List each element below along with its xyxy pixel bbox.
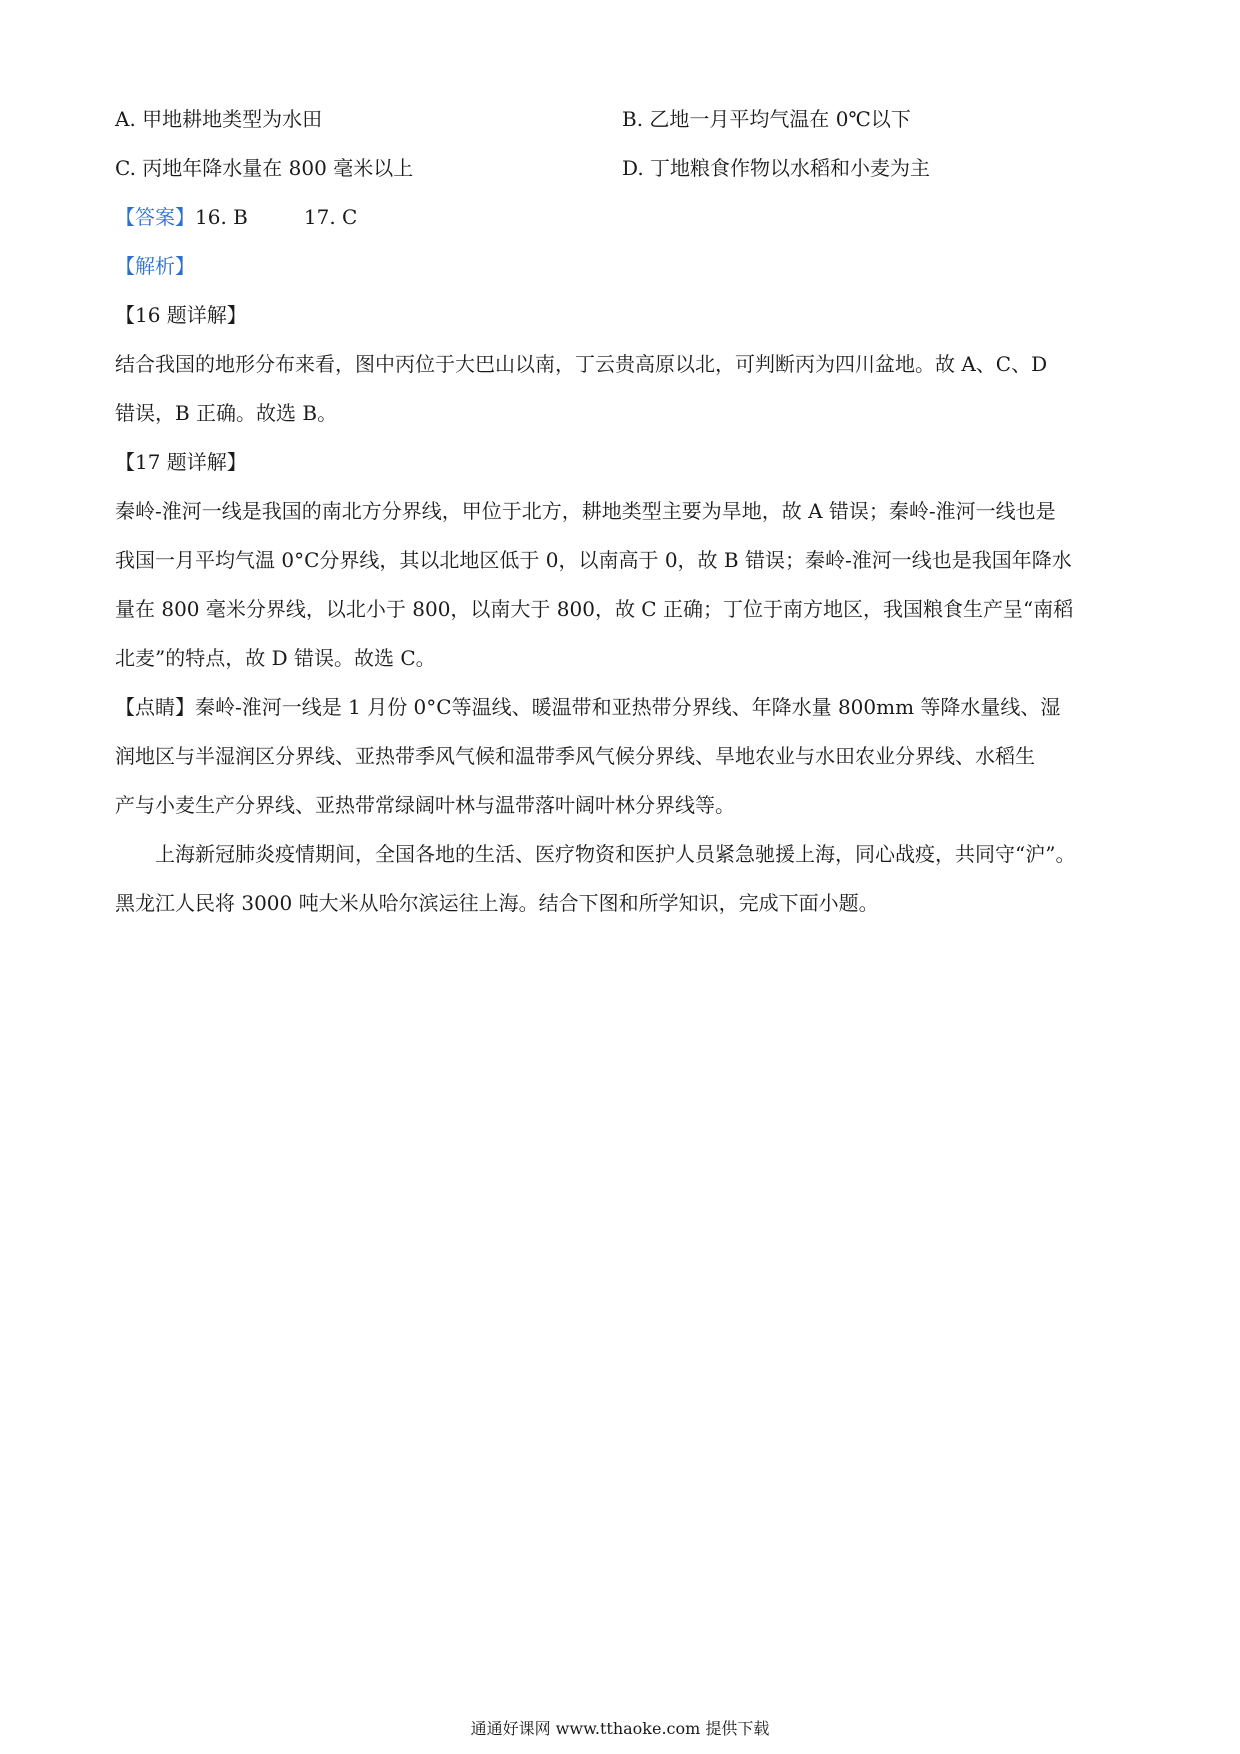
option-d: D. 丁地粮食作物以水稻和小麦为主 [622, 156, 931, 180]
answer-line [115, 203, 357, 231]
q16-text-line: 结合我国的地形分布来看，图中丙位于大巴山以南，丁云贵高原以北，可判断丙为四川盆地。故 A、C、D [115, 352, 1048, 376]
tip-text-line: 产与小麦生产分界线、亚热带常绿阔叶林与温带落叶阔叶林分界线等。 [115, 793, 735, 817]
option-a: A. 甲地耕地类型为水田 [115, 107, 323, 131]
analysis-label: 【解析】 [115, 254, 195, 278]
q17-text-line: 量在 800 毫米分界线，以北小于 800，以南大于 800，故 C 正确；丁位于南方地区，我国粮食生产呈“南稻 [115, 597, 1074, 621]
q17-text-line: 我国一月平均气温 0°C分界线，其以北地区低于 0，以南高于 0，故 B 错误；秦岭-淮河一线也是我国年降水 [115, 548, 1072, 572]
q16-heading: 【16 题详解】 [115, 303, 247, 327]
intro-text-line: 黑龙江人民将 3000 吨大米从哈尔滨运往上海。结合下图和所学知识，完成下面小题。 [115, 891, 879, 915]
q17-text-line: 北麦”的特点，故 D 错误。故选 C。 [115, 646, 436, 670]
q16-text-line: 错误，B 正确。故选 B。 [115, 401, 338, 425]
answer-q16: 16. B [195, 205, 248, 229]
option-c: C. 丙地年降水量在 800 毫米以上 [115, 156, 414, 180]
tip-line [115, 693, 1060, 721]
tip-text-line: 润地区与半湿润区分界线、亚热带季风气候和温带季风气候分界线、旱地农业与水田农业分界线、水稻生 [115, 744, 1035, 768]
q17-heading: 【17 题详解】 [115, 450, 247, 474]
answer-q17: 17. C [303, 205, 358, 229]
answer-label: 【答案】 [115, 205, 195, 229]
option-b: B. 乙地一月平均气温在 0℃以下 [622, 107, 911, 131]
page-footer: 通通好课网 www.tthaoke.com 提供下载 [470, 1719, 770, 1738]
tip-label: 【点睛】 [115, 695, 195, 719]
tip-text: 秦岭-淮河一线是 1 月份 0°C等温线、暖温带和亚热带分界线、年降水量 800mm 等降水量线、湿 [195, 695, 1061, 719]
intro-text-line: 上海新冠肺炎疫情期间，全国各地的生活、医疗物资和医护人员紧急驰援上海，同心战疫，共同守“沪”。 [155, 842, 1076, 866]
q17-text-line: 秦岭-淮河一线是我国的南北方分界线，甲位于北方，耕地类型主要为旱地，故 A 错误；秦岭-淮河一线也是 [115, 499, 1056, 523]
